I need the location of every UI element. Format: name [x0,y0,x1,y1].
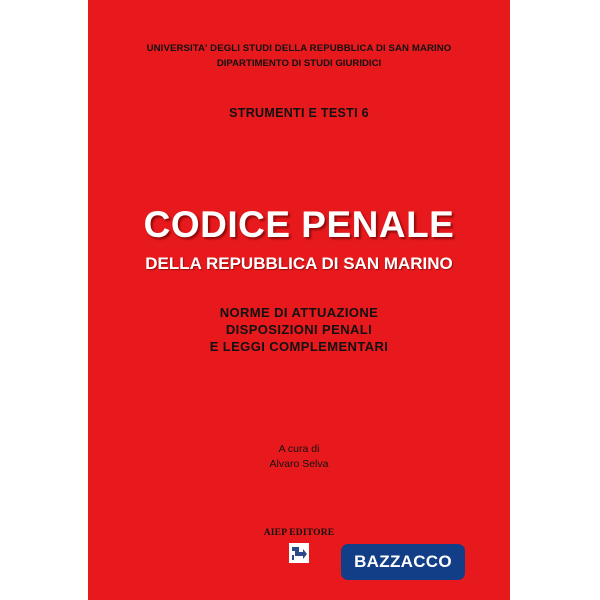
university-name: UNIVERSITA' DEGLI STUDI DELLA REPUBBLICA DI SAN MARINO [146,43,452,54]
contents-line: E LEGGI COMPLEMENTARI [209,339,389,354]
contents-list [88,304,510,355]
curator-label: A cura di [278,443,320,455]
contents-line: DISPOSIZIONI PENALI [225,322,373,337]
bazzacco-badge: BAZZACCO [341,544,465,580]
aiep-arrow-logo-icon [289,543,309,563]
series-label: STRUMENTI E TESTI 6 [229,106,369,120]
contents-line: NORME DI ATTUAZIONE [219,305,379,320]
curator-name: Alvaro Selva [269,458,329,470]
book-title: CODICE PENALE [143,204,455,245]
book-subtitle: DELLA REPUBBLICA DI SAN MARINO [145,254,453,273]
publisher-name: AIEP EDITORE [263,528,335,538]
book-cover [88,0,510,600]
department-name: DIPARTIMENTO DI STUDI GIURIDICI [216,58,382,69]
curator-block [88,442,510,472]
